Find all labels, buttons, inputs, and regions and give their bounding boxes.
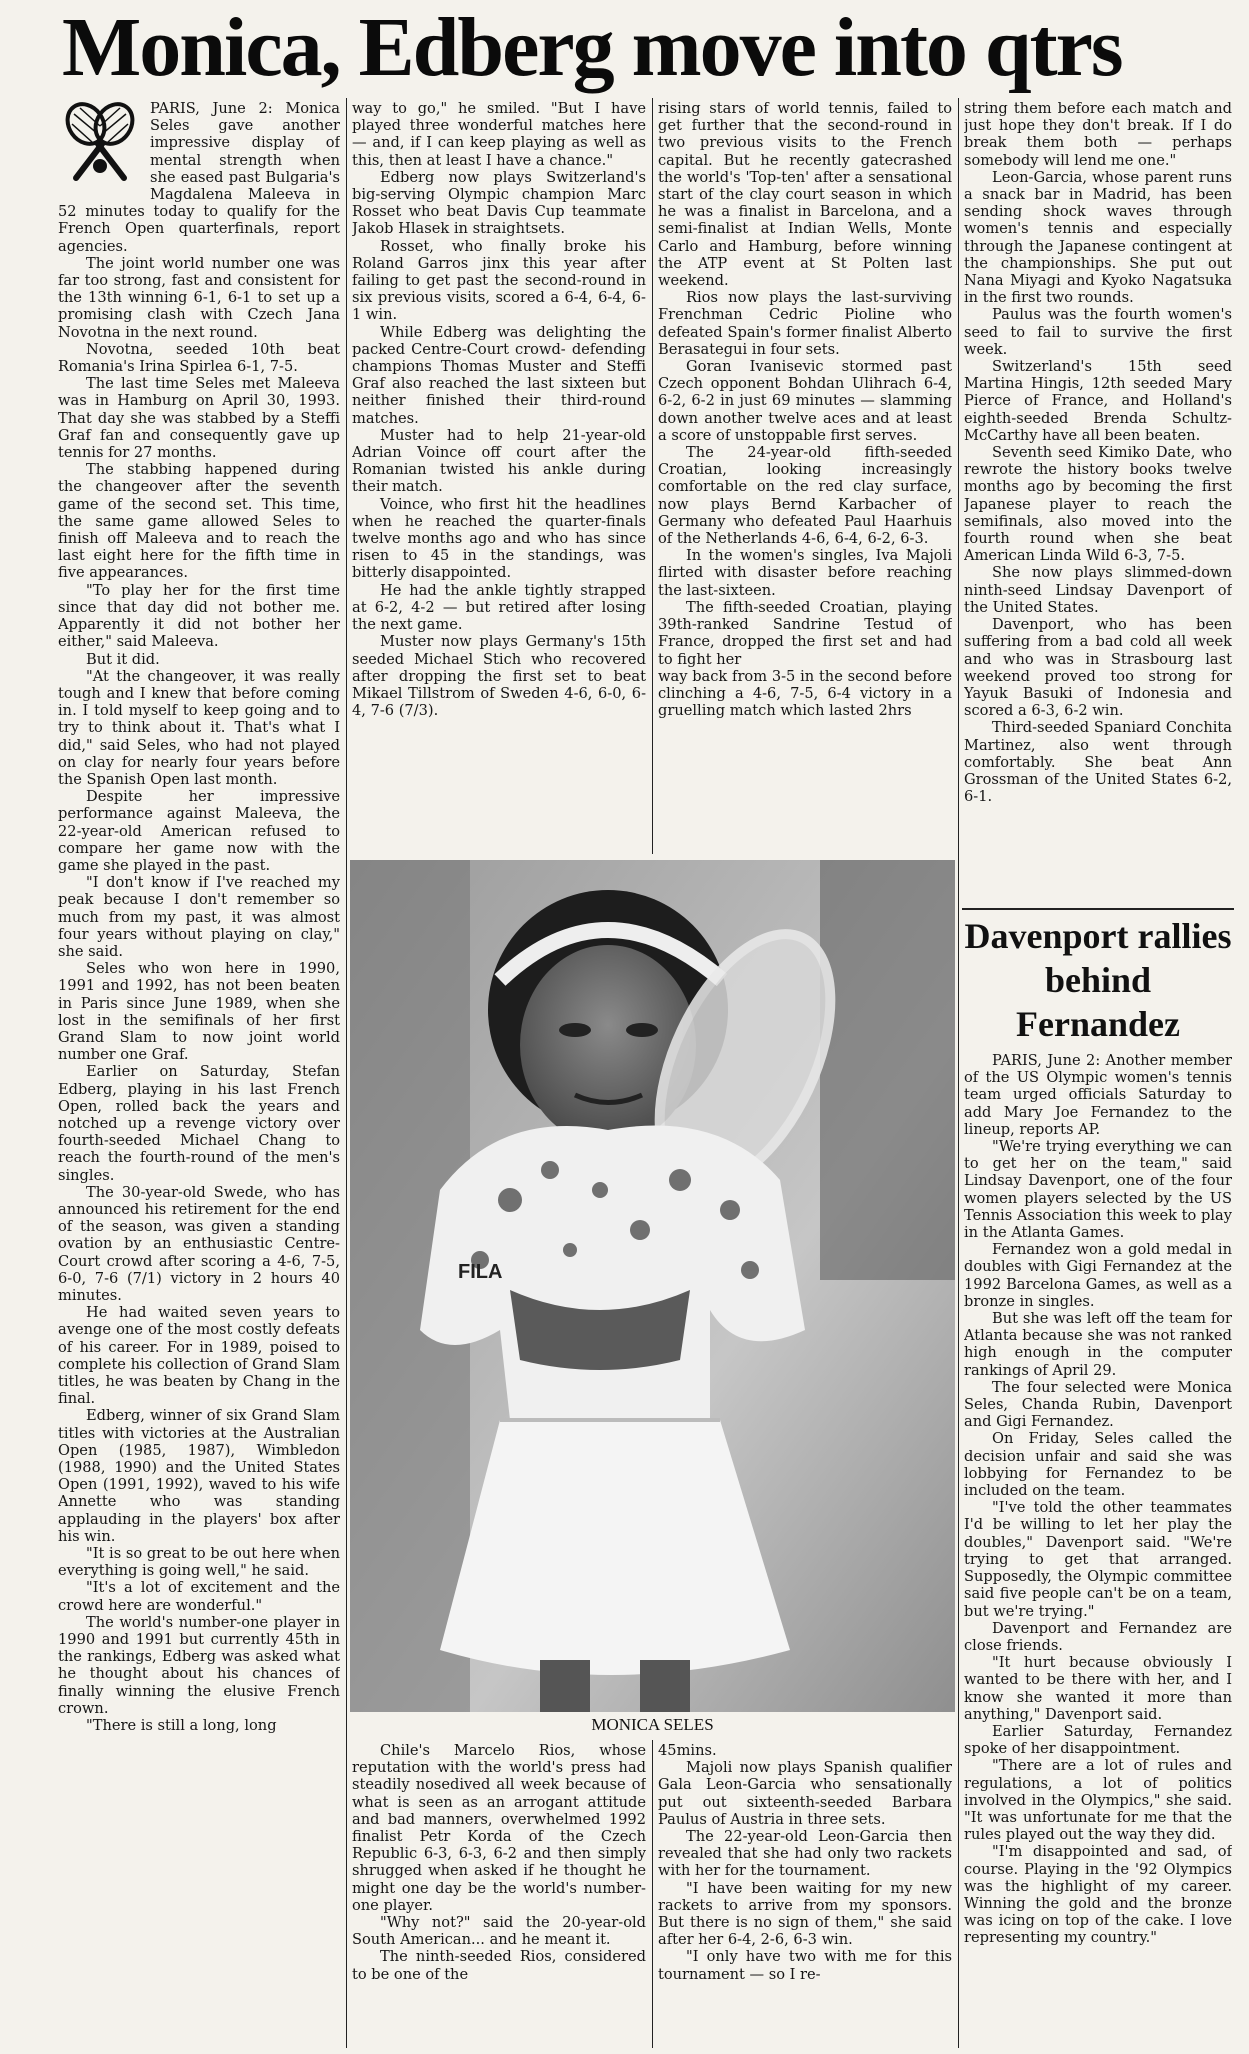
paragraph: "I've told the other teammates I'd be willing to let her play the doubles," Davenport said. "We're trying to get that arranged. Supposedly, the Olympic committee said five people can't be on a team, but we're trying."	[964, 1499, 1232, 1620]
paragraph: "It's a lot of excitement and the crowd here are wonderful."	[58, 1579, 340, 1614]
tennis-rackets-icon	[58, 100, 142, 184]
paragraph: She now plays slimmed-down ninth-seed Lindsay Davenport of the United States.	[964, 564, 1232, 616]
paragraph: The fifth-seeded Croatian, playing 39th-ranked Sandrine Testud of France, dropped the first set and had to fight her	[658, 598, 952, 668]
paragraph: Rios now plays the last-surviving Frenchman Cedric Pioline who defeated Spain's former finalist Alberto Berasategui in four sets.	[658, 289, 952, 358]
paragraph: He had the ankle tightly strapped at 6-2, 4-2 — but retired after losing the next game.	[352, 581, 646, 634]
paragraph: Muster now plays Germany's 15th seeded Michael Stich who recovered after dropping the first set to beat Mikael Tillstrom of Sweden 4-6, 6-0, 6-4, 7-6 (7/3).	[352, 633, 646, 720]
paragraph: Seventh seed Kimiko Date, who rewrote the history books twelve months ago by becoming the first Japanese player to reach the semifinals, also moved into the fourth round when she beat American Linda Wild 6-3, 7-5.	[964, 444, 1232, 565]
paragraph: The stabbing happened during the changeover after the seventh game of the second set. This time, the same game allowed Seles to finish off Maleeva and to reach the last eight here for the fifth time in five appearances.	[58, 461, 340, 582]
paragraph: "There is still a long, long	[86, 1717, 277, 1735]
paragraph: In the women's singles, Iva Majoli flirted with disaster before reaching the last-sixteen.	[658, 547, 952, 599]
paragraph: Majoli now plays Spanish qualifier Gala Leon-Garcia who sensationally put out sixteenth-seeded Barbara Paulus of Austria in three sets.	[658, 1759, 952, 1828]
article-column-6	[658, 1742, 952, 2048]
paragraph: way to go," he smiled. "But I have played three wonderful matches here — and, if I can keep playing as well as this, then at least I have a chance."	[352, 100, 646, 169]
paragraph: "Why not?" said the 20-year-old South American... and he meant it.	[352, 1914, 646, 1949]
paragraph: But she was left off the team for Atlanta because she was not ranked high enough in the computer rankings of April 29.	[964, 1310, 1232, 1379]
paragraph: "It hurt because obviously I wanted to be there with her, and I know she wanted it more than anything," Davenport said.	[964, 1654, 1232, 1723]
paragraph: rising stars of world tennis, failed to get further that the second-round in two previous visits to the French capital. But he recently gatecrashed the world's 'Top-ten' after a sensational start of the clay court season in which he was a finalist in Barcelona, and a semi-finalist at Indian Wells, Monte Carlo and Hamburg, before winning the ATP event at St Polten last weekend.	[658, 100, 952, 290]
paragraph: Davenport, who has been suffering from a bad cold all week and who was in Strasbourg last weekend proved too strong for Yayuk Basuki of Indonesia and scored a 6-3, 6-2 win.	[964, 616, 1232, 720]
paragraph: "We're trying everything we can to get her on the team," said Lindsay Davenport, one of the four women players selected by the US Tennis Association this week to play in the Atlanta Games.	[964, 1138, 1232, 1242]
paragraph: Muster had to help 21-year-old Adrian Voince off court after the Romanian twisted his ankle during their match.	[352, 426, 646, 496]
column-rule	[652, 98, 653, 854]
article-column-5	[352, 1742, 646, 2048]
paragraph: But it did.	[86, 650, 160, 668]
paragraph: PARIS, June 2: Monica Seles gave another impressive display of mental strength when she eased past Bulgaria's Magdalena Maleeva in 52 minutes today to qualify for the French Open quarterfinals, report agencies.	[58, 100, 340, 255]
paragraph: While Edberg was delighting the packed Centre-Court crowd- defending champions Thomas Muster and Steffi Graf also reached the last sixteen but neither finished their third-round matches.	[352, 323, 646, 427]
paragraph: Fernandez won a gold medal in doubles with Gigi Fernandez at the 1992 Barcelona Games, as well as a bronze in singles.	[964, 1241, 1232, 1310]
column-rule	[958, 98, 959, 2048]
paragraph: The last time Seles met Maleeva was in Hamburg on April 30, 1993. That day she was stabbed by a Steffi Graf fan and consequently gave up tennis for 27 months.	[58, 375, 340, 462]
paragraph: "To play her for the first time since that day did not bother me. Apparently it did not bother her either," said Maleeva.	[58, 581, 340, 651]
paragraph: Edberg now plays Switzerland's big-serving Olympic champion Marc Rosset who beat Davis Cup teammate Jakob Hlasek in straightsets.	[352, 168, 646, 238]
news-photo	[350, 860, 955, 1712]
paragraph: PARIS, June 2: Another member of the US Olympic women's tennis team urged officials Saturday to add Mary Joe Fernandez to the lineup, reports AP.	[964, 1052, 1232, 1138]
sidebar-headline: Davenport rallies behind Fernandez	[964, 916, 1232, 1044]
sidebar-rule	[962, 908, 1234, 910]
photo-caption: MONICA SELES	[591, 1715, 714, 1734]
paragraph: 45mins.	[658, 1742, 717, 1759]
paragraph: Paulus was the fourth women's seed to fail to survive the first week.	[964, 306, 1232, 358]
paragraph: "I have been waiting for my new rackets to arrive from my sponsors. But there is no sign of them," she said after her 6-4, 2-6, 6-3 win.	[658, 1879, 952, 1949]
tennis-player-photo	[350, 860, 955, 1712]
column-rule	[652, 1740, 653, 2048]
paragraph: On Friday, Seles called the decision unfair and said she was lobbying for Fernandez to be included on the team.	[964, 1430, 1232, 1500]
paragraph: Davenport and Fernandez are close friends.	[964, 1619, 1232, 1654]
paragraph: "I only have two with me for this tournament — so I re-	[658, 1948, 952, 1983]
headline: Monica, Edberg move into qtrs	[62, 1, 1122, 94]
paragraph: The 24-year-old fifth-seeded Croatian, looking increasingly comfortable on the red clay surface, now plays Bernd Karbacher of Germany who defeated Paul Haarhuis of the Netherlands 4-6, 6-4, 6-2, 6-3.	[658, 444, 952, 548]
paragraph: "I don't know if I've reached my peak because I don't remember so much from my past, it was almost four years without playing on clay," she said.	[58, 874, 340, 960]
paragraph: Chile's Marcelo Rios, whose reputation with the world's press had steadily nosedived all week because of what is seen as an arrogant attitude and bad manners, overwhelmed 1992 finalist Petr Korda of the Czech Republic 6-3, 6-3, 6-2 and then simply shrugged when asked if he thought he might one day be the world's number-one player.	[352, 1742, 646, 1914]
paragraph: Leon-Garcia, whose parent runs a snack bar in Madrid, has been sending shock waves through women's tennis and especially through the Japanese contingent at the championships. She put out Nana Miyagi and Kyoko Nagatsuka in the first two rounds.	[964, 168, 1232, 307]
paragraph: Switzerland's 15th seed Martina Hingis, 12th seeded Mary Pierce of France, and Holland's eighth-seeded Brenda Schultz-McCarthy have all been beaten.	[964, 358, 1232, 444]
paragraph: The 30-year-old Swede, who has announced his retirement for the end of the season, was given a standing ovation by an enthusiastic Centre-Court crowd after scoring a 4-6, 7-5, 6-0, 7-6 (7/1) victory in 2 hours 40 minutes.	[58, 1183, 340, 1305]
paragraph: Despite her impressive performance against Maleeva, the 22-year-old American refused to compare her game now with the game she played in the past.	[58, 788, 340, 874]
paragraph: way back from 3-5 in the second before clinching a 4-6, 7-5, 6-4 victory in a gruelling match which lasted 2hrs	[658, 667, 952, 720]
article-column-4	[964, 100, 1232, 906]
paragraph: string them before each match and just hope they don't break. If I do break them both — perhaps somebody will lend me one."	[964, 100, 1232, 169]
article-column-1	[58, 100, 340, 2050]
sidebar-story	[964, 1052, 1232, 2050]
paragraph: Goran Ivanisevic stormed past Czech opponent Bohdan Ulihrach 6-4, 6-2, 6-2 in just 69 minutes — slamming down another twelve aces and at least a score of unstoppable first serves.	[658, 358, 952, 444]
paragraph: "There are a lot of rules and regulations, a lot of politics involved in the Olympics," she said. "It was unfortunate for me that the rules played out the way they did.	[964, 1757, 1232, 1844]
column-rule	[346, 98, 347, 2048]
paragraph: "I'm disappointed and sad, of course. Playing in the '92 Olympics was the highlight of my career. Winning the gold and the bronze was icing on top of the cake. I love representing my country."	[964, 1843, 1232, 1947]
article-column-2	[352, 100, 646, 854]
paragraph: He had waited seven years to avenge one of the most costly defeats of his career. For in 1989, poised to complete his collection of Grand Slam titles, he was beaten by Chang in the final.	[58, 1304, 340, 1408]
paragraph: "It is so great to be out here when everything is going well," he said.	[58, 1545, 340, 1580]
paragraph: The 22-year-old Leon-Garcia then revealed that she had only two rackets with her for the tournament.	[658, 1828, 952, 1880]
svg-text:FILA: FILA	[458, 1261, 503, 1283]
article-column-3	[658, 100, 952, 854]
paragraph: The ninth-seeded Rios, considered to be one of the	[352, 1948, 646, 1983]
paragraph: Voince, who first hit the headlines when he reached the quarter-finals twelve months ago and who has since risen to 45 in the standings, was bitterly disappointed.	[352, 495, 646, 582]
paragraph: Edberg, winner of six Grand Slam titles with victories at the Australian Open (1985, 1987), Wimbledon (1988, 1990) and the United States Open (1991, 1992), waved to his wife Annette who was standing applauding in the players' box after his win.	[58, 1407, 340, 1545]
paragraph: Earlier on Saturday, Stefan Edberg, playing in his last French Open, rolled back the years and notched up a revenge victory over fourth-seeded Michael Chang to reach the fourth-round of the men's singles.	[58, 1063, 340, 1184]
paragraph: The joint world number one was far too strong, fast and consistent for the 13th winning 6-1, 6-1 to set up a promising clash with Czech Jana Novotna in the next round.	[58, 254, 340, 341]
paragraph: Earlier Saturday, Fernandez spoke of her disappointment.	[964, 1722, 1232, 1758]
paragraph: The four selected were Monica Seles, Chanda Rubin, Davenport and Gigi Fernandez.	[964, 1378, 1232, 1431]
paragraph: The world's number-one player in 1990 and 1991 but currently 45th in the rankings, Edberg was asked what he thought about his chances of finally winning the elusive French crown.	[58, 1613, 340, 1717]
paragraph: Seles who won here in 1990, 1991 and 1992, has not been beaten in Paris since June 1989, when she lost in the semifinals of her first Grand Slam to now joint world number one Graf.	[58, 960, 340, 1064]
paragraph: "At the changeover, it was really tough and I knew that before coming in. I told myself to keep going and to try to think about it. That's what I did," said Seles, who had not played on clay for nearly four years before the Spanish Open last month.	[58, 667, 340, 788]
paragraph: Rosset, who finally broke his Roland Garros jinx this year after failing to get past the second-round in six previous visits, scored a 6-4, 6-4, 6-1 win.	[352, 237, 646, 324]
paragraph: Novotna, seeded 10th beat Romania's Irina Spirlea 6-1, 7-5.	[58, 340, 340, 376]
paragraph: Third-seeded Spaniard Conchita Martinez, also went through comfortably. She beat Ann Grossman of the United States 6-2, 6-1.	[964, 719, 1232, 806]
